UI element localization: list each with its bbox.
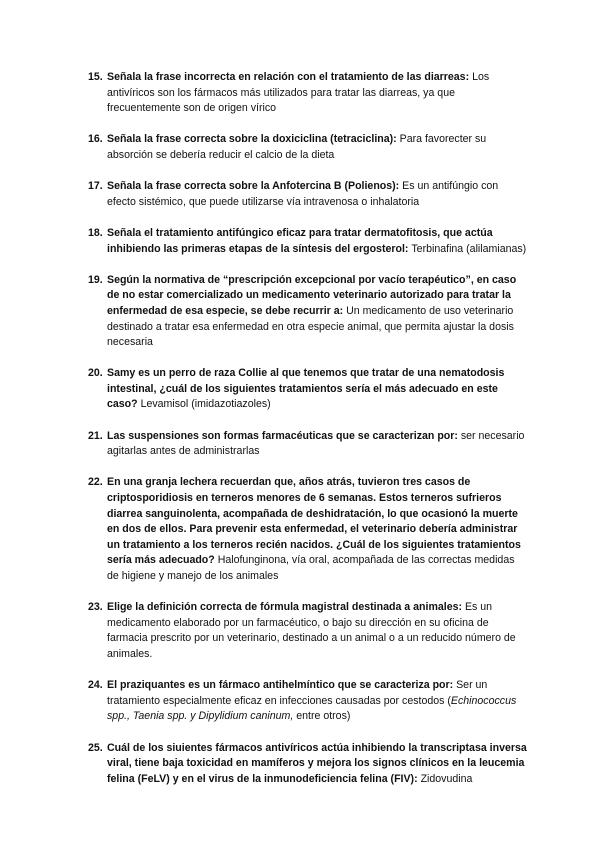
question-item-23 — [88, 600, 528, 662]
question-item-19 — [88, 273, 528, 351]
question-text: Señala la frase correcta sobre la doxiciclina (tetraciclina): — [107, 133, 400, 146]
question-text: Las suspensiones son formas farmacéuticas que se caracterizan por: — [107, 429, 461, 442]
question-number: 19. — [88, 273, 103, 286]
question-text: Elige la definición correcta de fórmula magistral destinada a animales: — [107, 601, 465, 614]
question-item-16 — [88, 132, 528, 163]
question-text: Señala el tratamiento antifúngico eficaz para tratar dermatofitosis, que actúa inhibiendo las primeras etapas de la síntesis del ergosterol: — [107, 226, 493, 255]
answer-text: Los antivíricos son los fármacos más utilizados para tratar las diarreas, ya que frecuentemente son de origen vírico — [107, 71, 490, 115]
answer-text-end: entre otros) — [293, 710, 351, 723]
answer-text: ser necesario agitarlas antes de administrarlas — [107, 429, 525, 458]
question-item-25 — [88, 741, 528, 788]
answer-text: Halofunginona, vía oral, acompañada de las correctas medidas de higiene y manejo de los animales — [107, 554, 515, 582]
question-text: Samy es un perro de raza Collie al que tenemos que tratar de una nematodosis intestinal, ¿cuál de los siguientes tratamientos sería el más adecuado en este caso? — [107, 367, 505, 411]
question-item-17 — [88, 179, 528, 210]
answer-text: Levamisol (imidazotiazoles) — [140, 398, 271, 411]
question-item-18 — [88, 226, 528, 257]
answer-text: Un medicamento de uso veterinario destinado a tratar esa enfermedad en otra especie animal, que permita ajustar la dosis necesaria — [107, 304, 514, 349]
question-item-21 — [88, 429, 528, 460]
question-text: El praziquantes es un fármaco antihelmíntico que se caracteriza por: — [107, 679, 457, 692]
question-text: Señala la frase incorrecta en relación con el tratamiento de las diarreas: — [107, 71, 473, 83]
question-number: 16. — [88, 133, 103, 146]
question-number: 20. — [88, 367, 103, 380]
question-number: 17. — [88, 180, 103, 193]
question-number: 22. — [88, 476, 103, 489]
answer-text: Zidovudina — [420, 772, 473, 785]
question-item-22 — [88, 475, 528, 584]
question-number: 21. — [88, 429, 103, 442]
question-item-15 — [88, 70, 528, 117]
question-number: 24. — [88, 679, 103, 692]
answer-text-start: Ser un tratamiento especialmente eficaz en infecciones causadas por cestodos ( — [107, 679, 488, 707]
question-text: Cuál de los siuientes fármacos antivíricos actúa inhibiendo la transcriptasa inversa viral, tiene baja toxicidad en mamíferos y mejora los signos clínicos en la leucemia felina (FeLV) y en el virus de la inmunodeficiencia felina (FIV): — [107, 741, 527, 785]
question-text: En una granja lechera recuerdan que, años atrás, tuvieron tres casos de criptosporidiosis en terneros menores de 6 semanas. Estos terneros sufrieros diarrea sanguinolenta, acompañada de deshidratación, lo que ocasionó la muerte en dos de ellos. Para prevenir esta enfermedad, el veterinario debería administrar un tratamiento a los terneros recién nacidos. ¿Cuál de los siguientes tratamientos sería más adecuado? — [107, 476, 521, 567]
question-number: 15. — [88, 71, 103, 83]
question-item-24 — [88, 678, 528, 725]
question-text: Señala la frase correcta sobre la Anfotercina B (Polienos): — [107, 180, 403, 193]
question-number: 23. — [88, 601, 103, 614]
question-text: Según la normativa de “prescripción excepcional por vacío terapéutico”, en caso de no estar comercializado un medicamento veterinario autorizado para tratar la enfermedad de esa especie, se debe recurrir a: — [107, 273, 517, 317]
question-number: 25. — [88, 741, 103, 754]
answer-text: Para favorecter su absorción se debería reducir el calcio de la dieta — [107, 133, 487, 161]
answer-text: Terbinafina (alilamianas) — [411, 242, 527, 255]
answer-text: Es un antifúngio con efecto sistémico, que puede utilizarse vía intravenosa o inhalatoria — [107, 180, 499, 208]
answer-species-italic: Echinococcus spp., Taenia spp. y Dipylidium caninum, — [107, 694, 517, 723]
question-list — [88, 70, 528, 803]
answer-text: Es un medicamento elaborado por un farmacéutico, o bajo su dirección en su oficina de farmacia prescrito por un veterinario, destinado a un animal o a un reducido número de animales. — [107, 601, 516, 660]
question-item-20 — [88, 366, 528, 413]
question-number: 18. — [88, 226, 103, 239]
